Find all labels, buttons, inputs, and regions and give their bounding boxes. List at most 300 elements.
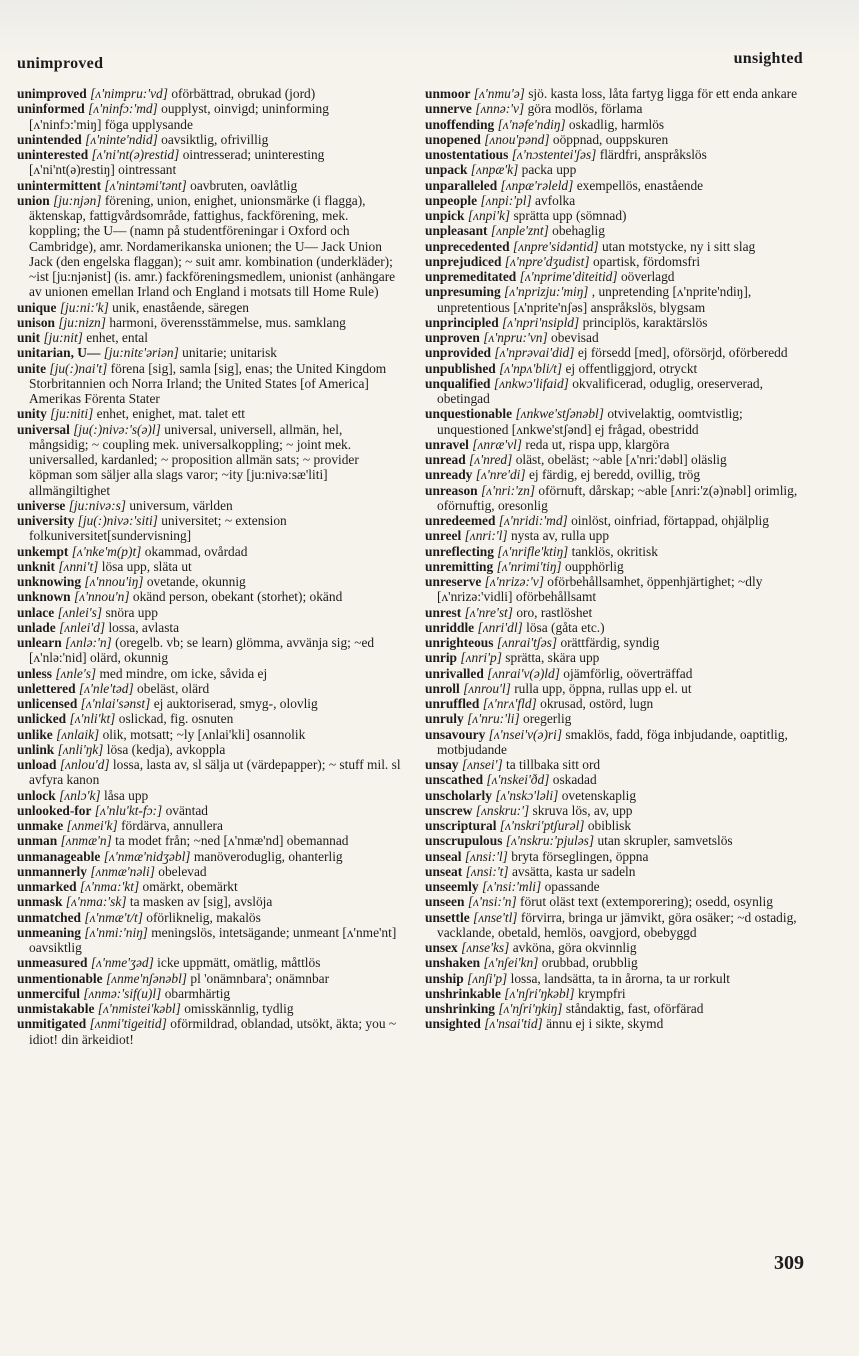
entry-definition: utan skrupler, samvetslös <box>597 833 733 849</box>
entry-definition: exempellös, enastående <box>576 177 704 193</box>
entry-pronunciation: [ʌnse'ks] <box>461 940 510 955</box>
dictionary-entry <box>425 101 805 116</box>
dictionary-entry <box>17 101 402 132</box>
entry-definition: göra modlös, förlama <box>527 101 643 117</box>
entry-definition: obehaglig <box>552 223 605 239</box>
entry-pronunciation: [ʌ'nprəvai'did] <box>494 345 575 361</box>
entry-headword: unsex <box>425 940 458 955</box>
entry-definition: oslickad, fig. osnuten <box>118 711 234 727</box>
entry-headword: unruly <box>425 711 464 727</box>
entry-pronunciation: [ʌ'nlai'sənst] <box>80 696 151 711</box>
dictionary-entry <box>17 574 402 589</box>
entry-pronunciation: [ʌ'nsei'v(ə)ri] <box>488 726 563 742</box>
entry-headword: unmatched <box>17 909 81 925</box>
dictionary-entry <box>17 635 402 666</box>
entry-headword: unmeaning <box>17 924 81 940</box>
dictionary-entry <box>425 208 805 223</box>
entry-pronunciation: [ʌ'nlu'kt-fɔ:] <box>94 802 163 818</box>
entry-definition: oregerlig <box>523 711 572 727</box>
right-column <box>425 86 805 1032</box>
entry-pronunciation: [ʌnse'tl] <box>473 909 518 925</box>
entry-definition: sprätta, skära upp <box>505 650 600 666</box>
dictionary-entry <box>425 467 805 482</box>
dictionary-entry <box>425 269 805 284</box>
entry-headword: unrighteous <box>425 635 494 650</box>
entry-pronunciation: [ʌnpre'sidəntid] <box>512 238 599 254</box>
entry-pronunciation: [ʌ'nma:'kt] <box>79 879 140 894</box>
entry-pronunciation: [ʌnræ'vl] <box>472 436 522 452</box>
entry-headword: unlade <box>17 619 56 635</box>
dictionary-entry <box>425 117 805 132</box>
dictionary-entry <box>17 955 402 970</box>
entry-definition: avköna, göra okvinnlig <box>512 940 637 955</box>
entry-definition: otvivelaktig, oomtvistlig; unquestioned [ʌnkwe'stʃənd] ej frågad, obestridd <box>437 406 743 437</box>
entry-definition: sjö. kasta loss, låta fartyg ligga för ett enda ankare <box>528 86 798 101</box>
dictionary-entry <box>425 833 805 848</box>
entry-pronunciation: [ʌ'nru:'li] <box>467 711 520 727</box>
entry-pronunciation: [ju(:)nai't] <box>49 360 108 376</box>
entry-definition: okrusad, ostörd, lugn <box>540 696 654 711</box>
dictionary-entry <box>17 406 402 421</box>
dictionary-entry <box>17 696 402 711</box>
dictionary-entry <box>425 788 805 803</box>
dictionary-entry <box>17 910 402 925</box>
entry-headword: uninformed <box>17 101 85 117</box>
entry-definition: lossa, lasta av, sl sälja ut (värdepapper); ~ stuff mil. sl avfyra kanon <box>29 757 401 788</box>
entry-headword: unmitigated <box>17 1016 87 1032</box>
entry-definition: oskadlig, harmlös <box>568 116 665 132</box>
entry-definition: unik, enastående, säregen <box>112 299 249 315</box>
entry-pronunciation: [ʌ'nridi:'md] <box>498 513 568 528</box>
entry-definition: med mindre, om icke, såvida ej <box>99 665 268 681</box>
entry-pronunciation: [ʌ'npre'dʒudist] <box>504 253 590 269</box>
dictionary-entry <box>17 544 402 559</box>
dictionary-entry <box>17 589 402 604</box>
entry-pronunciation: [ʌ'nre'di] <box>475 467 526 483</box>
entry-headword: unsavoury <box>425 726 486 742</box>
entry-pronunciation: [ʌnʃi'p] <box>467 970 508 986</box>
entry-definition: okänd person, obekant (storhet); okänd <box>132 589 343 605</box>
entry-headword: unostentatious <box>425 147 509 162</box>
entry-definition: avsätta, kasta ur sadeln <box>511 863 636 879</box>
dictionary-entry <box>425 620 805 635</box>
entry-definition: lösa (gåta etc.) <box>526 619 605 635</box>
entry-headword: unproven <box>425 330 480 345</box>
entry-definition: oväntad <box>165 802 208 818</box>
dictionary-entry <box>425 330 805 345</box>
entry-pronunciation: [ju:nitɛ'əriən] <box>103 345 179 361</box>
dictionary-entry <box>425 147 805 162</box>
entry-definition: fördärva, annullera <box>121 818 223 833</box>
dictionary-entry <box>425 727 805 758</box>
dictionary-entry <box>425 1016 805 1031</box>
dictionary-entry <box>17 147 402 178</box>
dictionary-entry <box>425 803 805 818</box>
entry-headword: unreflecting <box>425 543 494 559</box>
entry-pronunciation: [ʌ'ni'nt(ə)restid] <box>91 147 180 162</box>
entry-pronunciation: [ʌnmæ'n] <box>60 833 112 849</box>
entry-definition: lösa upp, släta ut <box>101 558 192 574</box>
entry-pronunciation: [ʌnou'pənd] <box>484 131 550 147</box>
dictionary-entry <box>425 605 805 620</box>
entry-pronunciation: [ʌnkwɔ'lifaid] <box>493 375 569 391</box>
entry-definition: unitarie; unitarisk <box>182 345 277 361</box>
dictionary-entry <box>17 925 402 956</box>
entry-pronunciation: [ʌ'nri:'zn] <box>480 482 536 498</box>
entry-definition: obarmhärtig <box>164 985 231 1001</box>
entry-headword: unredeemed <box>425 513 496 528</box>
entry-pronunciation: [ʌ'nskri'ptʃurəl] <box>499 818 585 833</box>
page-number: 309 <box>774 1252 804 1274</box>
entry-headword: unpick <box>425 208 465 223</box>
entry-headword: unmannerly <box>17 863 87 879</box>
entry-headword: unity <box>17 406 47 422</box>
dictionary-entry <box>17 330 402 345</box>
entry-definition: ej auktoriserad, smyg-, olovlig <box>153 696 318 711</box>
entry-definition: ovetande, okunnig <box>146 574 246 589</box>
entry-headword: unlink <box>17 741 55 757</box>
dictionary-entry <box>17 727 402 742</box>
dictionary-entry <box>17 666 402 681</box>
entry-pronunciation: [ʌ'nskru:'pjuləs] <box>505 833 595 849</box>
dictionary-entry <box>17 498 402 513</box>
entry-headword: unlace <box>17 604 55 620</box>
dictionary-entry <box>425 513 805 528</box>
entry-headword: unremitting <box>425 558 494 574</box>
entry-definition: omisskännlig, tydlig <box>184 1001 294 1016</box>
entry-pronunciation: [ʌ'nrʌ'fld] <box>482 696 537 711</box>
dictionary-entry <box>17 711 402 726</box>
entry-pronunciation: [ʌ'ninte'ndid] <box>85 131 158 147</box>
dictionary-entry <box>425 772 805 787</box>
entry-pronunciation: [ʌ'npru:'vn] <box>483 330 548 345</box>
entry-headword: unsay <box>425 757 459 772</box>
entry-pronunciation: [ʌnmi'tigeitid] <box>89 1016 167 1032</box>
entry-headword: unpresuming <box>425 284 501 300</box>
entry-headword: unintermittent <box>17 177 102 193</box>
entry-headword: unique <box>17 299 57 315</box>
entry-pronunciation: [ʌ'nskei'ðd] <box>486 772 550 788</box>
entry-pronunciation: [ʌnpæ'rəleld] <box>500 177 574 193</box>
entry-definition: utan motstycke, ny i sitt slag <box>601 238 756 254</box>
dictionary-entry <box>425 544 805 559</box>
entry-definition: ståndaktig, fast, oförfärad <box>565 1001 704 1016</box>
entry-definition: orubbad, orubblig <box>541 955 638 971</box>
entry-headword: union <box>17 192 50 208</box>
entry-definition: harmoni, överensstämmelse, mus. samklang <box>109 314 346 330</box>
entry-pronunciation: [ʌnpi'k] <box>467 208 511 223</box>
dictionary-entry <box>425 650 805 665</box>
entry-headword: unmarked <box>17 879 77 894</box>
entry-pronunciation: [ju:nivə:s] <box>68 497 126 513</box>
dictionary-entry <box>425 284 805 315</box>
entry-headword: unreel <box>425 528 462 544</box>
entry-definition: obiblisk <box>587 818 632 833</box>
entry-pronunciation: [ju(:)nivə:'siti] <box>77 513 158 528</box>
entry-pronunciation: [ʌnmæ'nəli] <box>90 863 155 879</box>
entry-headword: unlettered <box>17 680 76 696</box>
entry-definition: krympfri <box>577 985 626 1001</box>
entry-headword: unite <box>17 360 47 376</box>
entry-definition: oöverlagd <box>620 269 675 284</box>
entry-definition: smaklös, fadd, föga inbjudande, oaptitlig, motbjudande <box>437 726 788 757</box>
entry-headword: unmake <box>17 818 64 833</box>
entry-pronunciation: [ʌnsi:'l] <box>464 848 508 864</box>
entry-headword: unparalleled <box>425 177 498 193</box>
entry-definition: obeläst, olärd <box>137 680 210 696</box>
entry-headword: unlooked-for <box>17 802 92 818</box>
entry-definition: okammad, ovårdad <box>144 543 248 559</box>
entry-headword: unsighted <box>425 1016 481 1032</box>
entry-headword: unreserve <box>425 574 482 589</box>
dictionary-entry <box>425 406 805 437</box>
entry-definition: oförmildrad, oblandad, utsökt, äkta; you ~ idiot! din ärkeidiot! <box>29 1016 397 1047</box>
entry-definition: oöppnad, ouppskuren <box>552 131 669 147</box>
entry-pronunciation: [ʌnni't] <box>58 558 99 574</box>
entry-pronunciation: [ʌ'nnou'iŋ] <box>84 574 144 589</box>
dictionary-entry <box>17 742 402 757</box>
entry-headword: unseemly <box>425 879 479 894</box>
entry-headword: unison <box>17 314 55 330</box>
entry-definition: omärkt, obemärkt <box>142 879 238 894</box>
dictionary-entry <box>17 605 402 620</box>
left-column <box>17 86 402 1047</box>
entry-headword: unruffled <box>425 696 480 711</box>
entry-headword: unmerciful <box>17 985 80 1001</box>
entry-headword: unpublished <box>425 360 496 376</box>
entry-headword: unriddle <box>425 619 475 635</box>
entry-pronunciation: [ʌnlə:'n] <box>65 635 112 650</box>
entry-headword: unroll <box>425 680 460 696</box>
entry-headword: unlike <box>17 726 53 742</box>
entry-headword: unseal <box>425 848 462 864</box>
entry-headword: unmoor <box>425 86 471 101</box>
entry-definition: ta masken av [sig], avslöja <box>129 894 273 910</box>
entry-pronunciation: [ʌnskru:'] <box>475 802 530 818</box>
entry-pronunciation: [ʌ'nsi:'n] <box>467 894 517 910</box>
entry-definition: opassande <box>544 879 600 894</box>
dictionary-entry <box>425 711 805 726</box>
entry-pronunciation: [ʌnpi:'pl] <box>480 192 532 208</box>
entry-definition: låsa upp <box>103 787 149 803</box>
dictionary-entry <box>425 345 805 360</box>
entry-headword: unshaken <box>425 955 481 971</box>
entry-headword: unlicensed <box>17 696 78 711</box>
dictionary-entry <box>425 940 805 955</box>
entry-pronunciation: [ʌnkwe'stʃənəbl] <box>515 406 604 422</box>
entry-headword: unlicked <box>17 711 67 727</box>
entry-headword: unravel <box>425 436 469 452</box>
entry-headword: universe <box>17 497 66 513</box>
entry-definition: ej försedd [med], oförsörjd, oförberedd <box>577 345 788 361</box>
dictionary-entry <box>425 635 805 650</box>
dictionary-entry <box>17 818 402 833</box>
entry-pronunciation: [ʌ'ninfɔ:'md] <box>88 101 158 117</box>
entry-definition: enhet, enighet, mat. talet ett <box>96 406 246 422</box>
entry-headword: unready <box>425 467 473 483</box>
entry-pronunciation: [ʌ'nmæ'nidʒəbl] <box>103 848 191 864</box>
entry-definition: meningslös, intetsägande; unmeant [ʌ'nme'nt] oavsiktlig <box>29 924 397 955</box>
entry-definition: universum, världen <box>129 497 233 513</box>
entry-headword: unitarian, U— <box>17 345 101 361</box>
entry-definition: förening, union, enighet, unionsmärke (i flagga), äktenskap, fattigvårdsområde, fattighus, fackförening, mek. koppling; the U— (namn på studentföreningar i Oxford och Cambridge), amr. Nordamerikanska unionen; the U— Jack Union Jack (den engelska flaggan); ~ suit amr. kombination (underkläder); ~ist [ju:njənist] (is. amr.) fackföreningsmedlem, unionist (anhängare av unionen emellan Irland och England i motsats till Home Rule) <box>29 192 396 300</box>
entry-pronunciation: [ʌ'nprime'diteitid] <box>519 269 618 284</box>
entry-headword: unship <box>425 970 464 986</box>
entry-definition: reda ut, rispa upp, klargöra <box>525 436 670 452</box>
entry-pronunciation: [ju:nit] <box>43 330 83 345</box>
entry-pronunciation: [ʌ'nma:'sk] <box>65 894 127 910</box>
entry-pronunciation: [ʌ'nsi:'mli] <box>481 879 542 894</box>
entry-pronunciation: [ʌnli'ŋk] <box>57 741 104 757</box>
entry-definition: tanklös, okritisk <box>571 543 658 559</box>
entry-pronunciation: [ju:nizn] <box>58 314 106 330</box>
entry-pronunciation: [ju:njən] <box>53 192 102 208</box>
dictionary-entry <box>17 178 402 193</box>
dictionary-entry <box>17 315 402 330</box>
entry-pronunciation: [ʌnri'p] <box>460 650 502 666</box>
dictionary-entry <box>17 864 402 879</box>
entry-definition: okvalificerad, oduglig, oreserverad, obetingad <box>437 375 763 406</box>
entry-definition: sprätta upp (sömnad) <box>513 208 627 223</box>
dictionary-entry <box>425 193 805 208</box>
dictionary-entry <box>425 910 805 941</box>
dictionary-entry <box>17 193 402 300</box>
entry-pronunciation: [ʌ'nle'təd] <box>78 680 134 696</box>
entry-headword: unload <box>17 757 57 772</box>
guide-word-right: unsighted <box>733 50 803 67</box>
entry-pronunciation: [ʌnple'znt] <box>490 223 549 239</box>
entry-headword: unlock <box>17 787 56 803</box>
dictionary-entry <box>425 955 805 970</box>
entry-definition: rulla upp, öppna, rullas upp el. ut <box>514 680 692 696</box>
entry-pronunciation: [ʌnri:'l] <box>464 528 508 544</box>
entry-pronunciation: [ʌ'nimpru:'vd] <box>90 86 168 101</box>
entry-headword: unread <box>425 452 466 467</box>
entry-definition: ej färdig, ej beredd, ovillig, trög <box>528 467 701 483</box>
entry-pronunciation: [ʌ'nintəmi'tənt] <box>104 177 187 193</box>
dictionary-entry <box>425 132 805 147</box>
entry-pronunciation: [ʌ'nɔstentei'ʃəs] <box>511 147 597 162</box>
dictionary-entry <box>425 696 805 711</box>
entry-pronunciation: [ʌ'nrimi'tiŋ] <box>496 558 562 574</box>
entry-pronunciation: [ju:ni:'k] <box>59 299 109 315</box>
dictionary-entry <box>425 818 805 833</box>
dictionary-entry <box>425 361 805 376</box>
entry-headword: unlearn <box>17 635 62 650</box>
entry-headword: unless <box>17 665 52 681</box>
entry-headword: unmask <box>17 894 63 910</box>
dictionary-entry <box>425 178 805 193</box>
dictionary-entry <box>17 849 402 864</box>
entry-pronunciation: [ʌnsei'] <box>461 757 503 772</box>
entry-headword: unmistakable <box>17 1001 95 1016</box>
dictionary-entry <box>425 849 805 864</box>
entry-pronunciation: [ʌnlɔ'k] <box>59 787 101 803</box>
entry-headword: unmentionable <box>17 970 103 986</box>
entry-headword: unseat <box>425 863 463 879</box>
entry-pronunciation: [ʌnlei's] <box>57 604 103 620</box>
entry-pronunciation: [ʌ'nrifle'ktiŋ] <box>497 543 569 559</box>
dictionary-entry <box>425 223 805 238</box>
dictionary-entry <box>425 483 805 514</box>
entry-pronunciation: [ʌnme'nʃənəbl] <box>105 970 188 986</box>
entry-pronunciation: [ʌ'nnou'n] <box>73 589 130 605</box>
entry-definition: oupphörlig <box>564 558 624 574</box>
entry-headword: university <box>17 513 75 528</box>
entry-definition: oförbättrad, obrukad (jord) <box>171 86 316 101</box>
entry-definition: obelevad <box>158 863 207 879</box>
entry-definition: , unpretending [ʌ'nprite'ndiŋ], unpretentious [ʌ'nprite'nʃəs] anspråkslös, blygsam <box>437 284 752 315</box>
entry-headword: unqualified <box>425 375 491 391</box>
entry-headword: unpeople <box>425 192 478 208</box>
dictionary-entry <box>17 681 402 696</box>
entry-headword: universal <box>17 421 70 437</box>
entry-pronunciation: [ʌ'nmistei'kəbl] <box>97 1001 181 1016</box>
dictionary-entry <box>425 864 805 879</box>
entry-headword: unrip <box>425 650 458 666</box>
entry-pronunciation: [ʌ'nmu'ə] <box>473 86 525 101</box>
entry-headword: unprovided <box>425 345 491 361</box>
entry-definition: förena [sig], samla [sig], enas; the United Kingdom Storbritannien och Norra Irland; the United States [of America] Amerikas Förenta Stater <box>29 360 387 406</box>
entry-pronunciation: [ʌ'nre'st] <box>464 604 513 620</box>
entry-definition: oavbruten, oavlåtlig <box>190 177 298 193</box>
entry-definition: förut oläst text (extemporering); osedd, osynlig <box>520 894 773 910</box>
entry-definition: ej offentliggjord, otryckt <box>565 360 698 376</box>
entry-definition: ännu ej i sikte, skymd <box>546 1016 664 1032</box>
entry-definition: ta tillbaka sitt ord <box>506 757 601 772</box>
dictionary-entry <box>17 788 402 803</box>
entry-headword: unintended <box>17 131 82 147</box>
entry-definition: oläst, obeläst; ~able [ʌ'nri:'dəbl] oläslig <box>515 452 727 467</box>
entry-definition: manöveroduglig, ohanterlig <box>193 848 343 864</box>
entry-headword: unknit <box>17 558 55 574</box>
dictionary-entry <box>425 437 805 452</box>
entry-pronunciation: [ʌ'nʃri'ŋkiŋ] <box>498 1001 563 1016</box>
entry-headword: unknowing <box>17 574 82 589</box>
entry-definition: ta modet från; ~ned [ʌ'nmæ'nd] obemannad <box>115 833 349 849</box>
entry-pronunciation: [ʌnmei'k] <box>66 818 118 833</box>
entry-definition: principlös, karaktärslös <box>582 314 708 330</box>
entry-headword: unnerve <box>425 101 472 117</box>
entry-pronunciation: [ʌ'nmi:'niŋ] <box>84 924 148 940</box>
entry-definition: nysta av, rulla upp <box>510 528 610 544</box>
entry-definition: oinlöst, oinfriad, förtappad, ohjälplig <box>571 513 769 528</box>
entry-definition: enhet, ental <box>86 330 148 345</box>
entry-pronunciation: [ʌnrou'l] <box>463 680 511 696</box>
entry-definition: förvirra, bringa ur jämvikt, göra osäker; ~d ostadig, vacklande, obetald, hemlös, oavgjord, obebyggd <box>437 909 797 940</box>
dictionary-entry <box>17 879 402 894</box>
entry-pronunciation: [ʌnnə:'v] <box>475 101 525 117</box>
entry-headword: unrivalled <box>425 665 484 681</box>
dictionary-entry <box>17 971 402 986</box>
dictionary-entry <box>17 1001 402 1016</box>
entry-pronunciation: [ʌnlaik] <box>56 726 100 742</box>
dictionary-entry <box>425 528 805 543</box>
entry-pronunciation: [ʌ'nke'm(p)t] <box>71 543 142 559</box>
entry-pronunciation: [ju:niti] <box>50 406 94 422</box>
entry-definition: oskadad <box>552 772 597 788</box>
entry-headword: unoffending <box>425 116 495 132</box>
dictionary-entry <box>17 894 402 909</box>
dictionary-entry <box>17 559 402 574</box>
entry-headword: unsettle <box>425 909 470 925</box>
dictionary-entry <box>425 315 805 330</box>
entry-definition: ojämförlig, oöverträffad <box>563 665 693 681</box>
entry-pronunciation: [ʌnlou'd] <box>59 757 110 772</box>
dictionary-entry <box>17 833 402 848</box>
entry-definition: avfolka <box>535 192 576 208</box>
entry-definition: oro, rastlöshet <box>516 604 593 620</box>
